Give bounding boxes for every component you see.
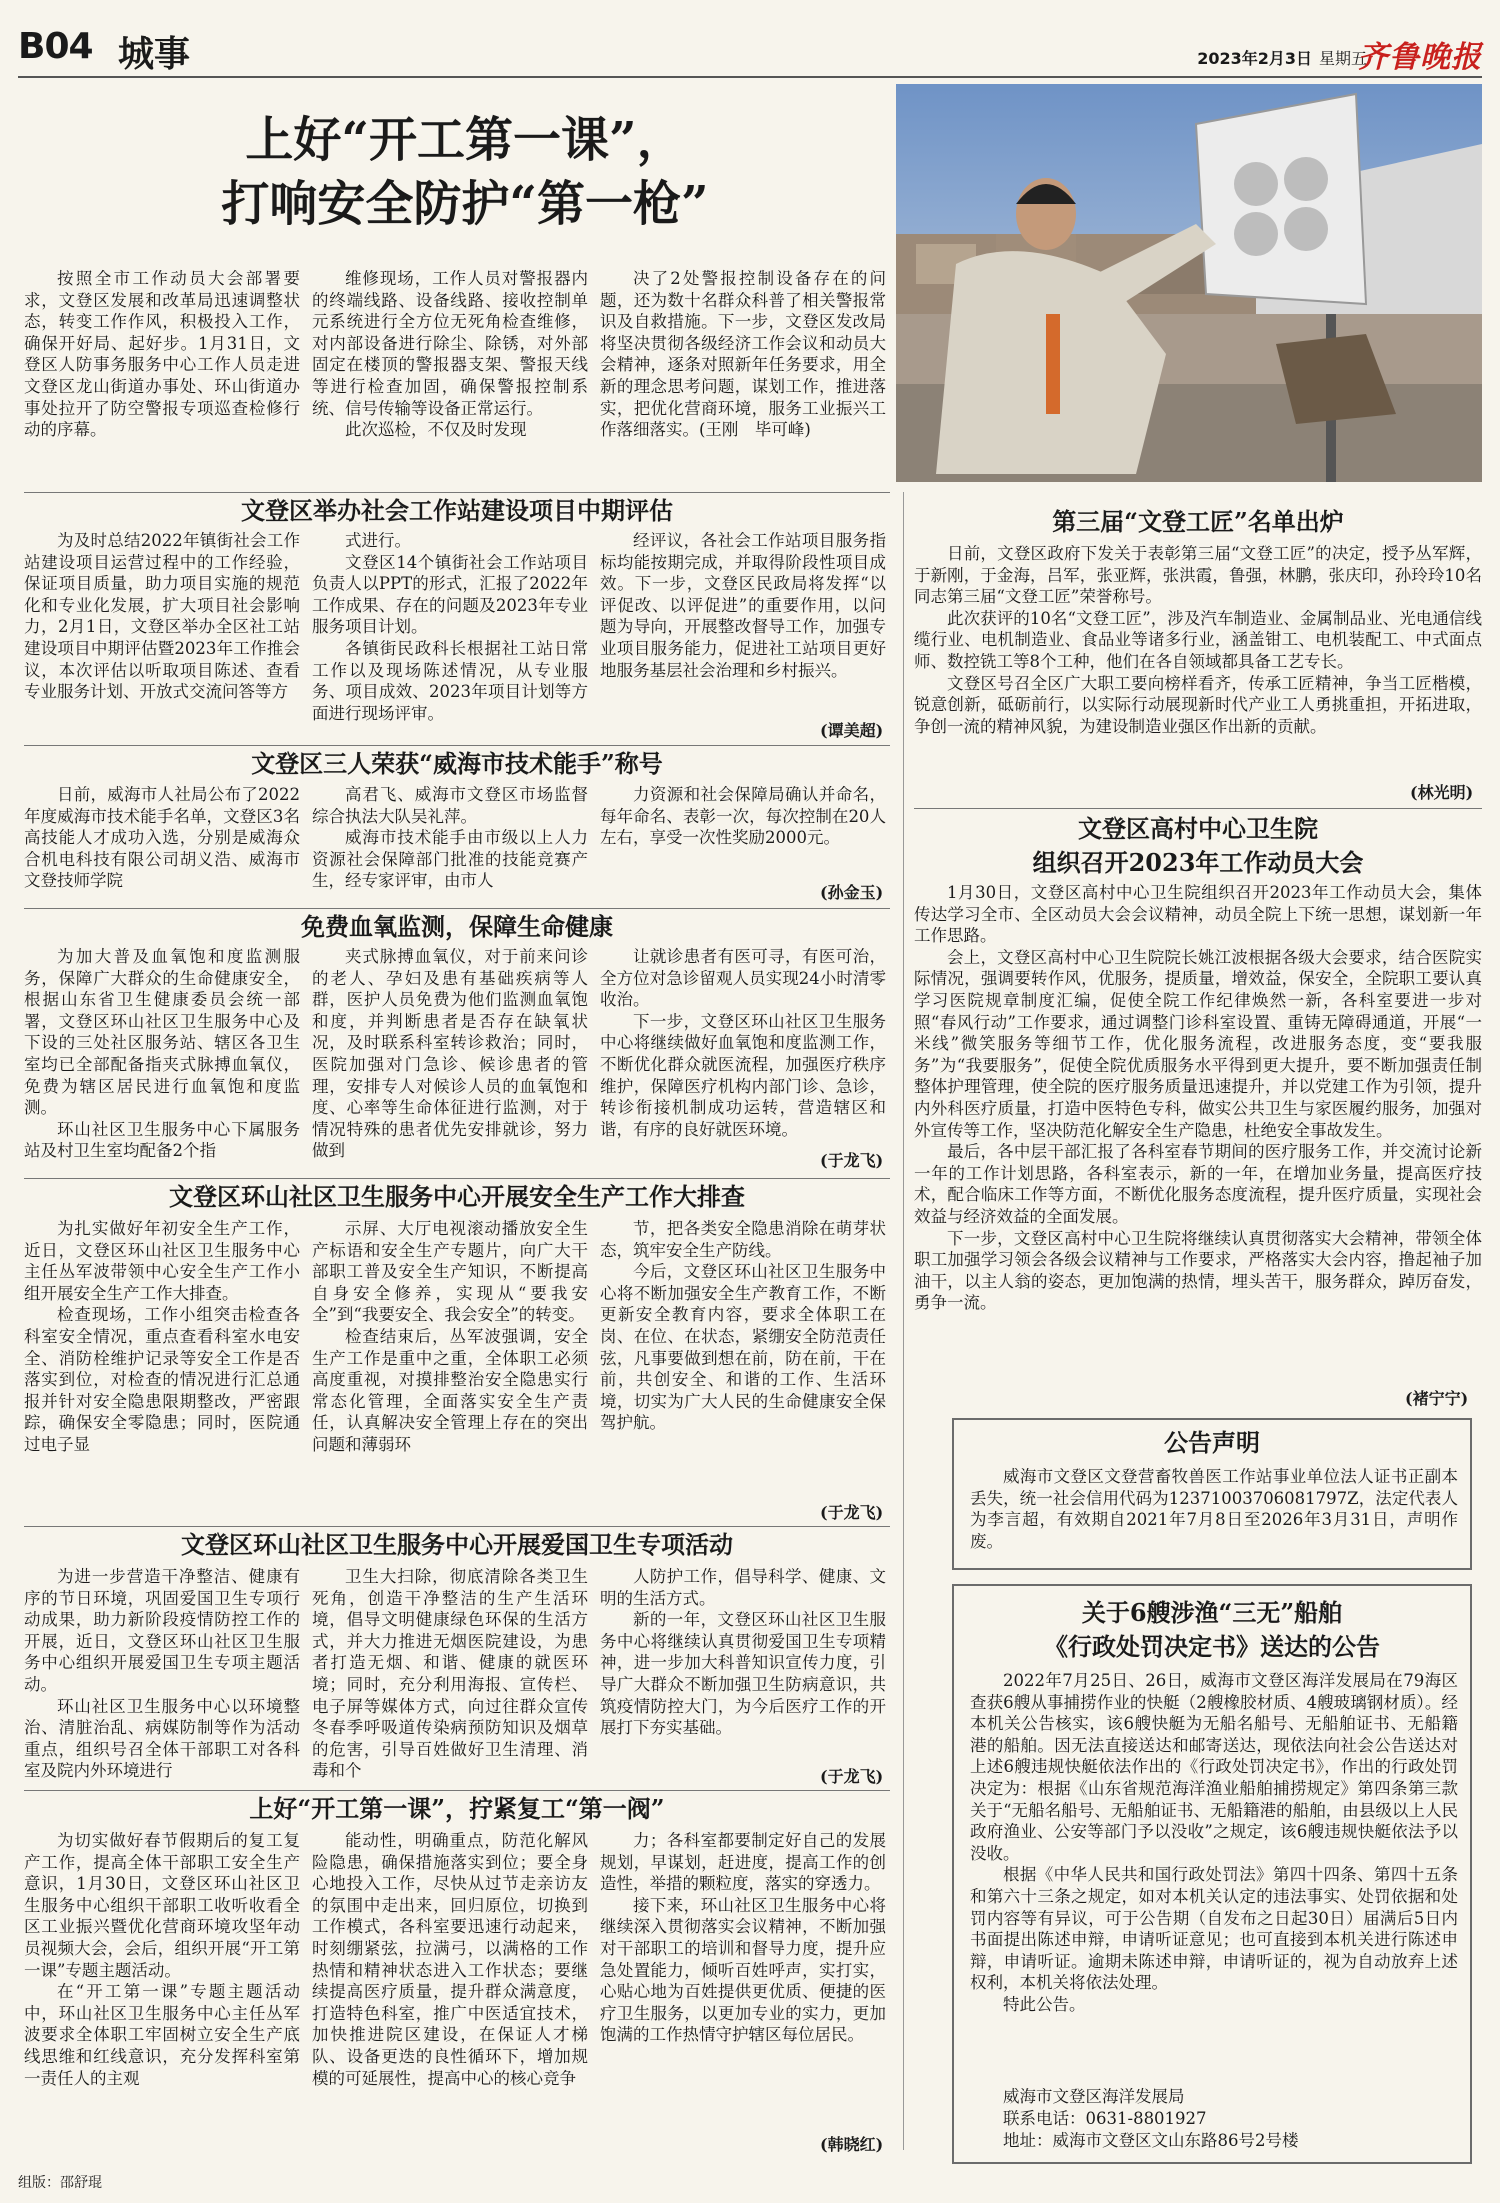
a5-col-3: 人防护工作，倡导科学、健康、文明的生活方式。 新的一年，文登区环山社区卫生服务中心将继续认真贯彻爱国卫生专项精神，进一步加大科普知识宣传力度，引导广大群众不断加强卫生防病意识，共筑疫情防控大门，为今后医疗工作的开展打下夯实基础。: [600, 1567, 886, 1738]
a3-col-2: 夹式脉搏血氧仪，对于前来问诊的老人、孕妇及患有基础疾病等人群，医护人员免费为他们监测血氧饱和度，并判断患者是否存在缺氧状况，及时联系科室转诊救治；同时，医院加强对门急诊、候诊患者的管理，安排专人对候诊人员的血氧饱和度、心率等生命体征进行监测，对于情况特殊的患者优先安排就诊，努力做到: [312, 947, 588, 1161]
a3-col-1: 为加大普及血氧饱和度监测服务，保障广大群众的生命健康安全，根据山东省卫生健康委员会统一部署，文登区环山社区卫生服务中心及下设的三处社区服务站、辖区各卫生室均已全部配备指夹式脉搏血氧仪，免费为辖区居民进行血氧饱和度监测。 环山社区卫生服务中心下属服务站及村卫生室均配备2个指: [24, 947, 300, 1161]
a6-col-3: 力；各科室都要制定好自己的发展规划，早谋划，赶进度，提高工作的创造性，举措的颗粒度，落实的穿透力。 接下来，环山社区卫生服务中心将继续深入贯彻落实会议精神，不断加强对干部职工的培训和督导力度，提升应急处置能力，倾听百姓呼声，实打实，心贴心地为百姓提供更优质、便捷的医疗卫生服务，以更加专业的实力，更加饱满的工作热情守护辖区每位居民。: [600, 1831, 886, 2045]
a1-headline: 文登区举办社会工作站建设项目中期评估: [241, 496, 673, 525]
a2-col-2: 高君飞、威海市文登区市场监督综合执法大队吴礼萍。 威海市技术能手由市级以上人力资源社会保障部门批准的技能竞赛产生，经专家评审，由市人: [312, 785, 588, 891]
paragraph: 文登区号召全区广大职工要向榜样看齐，传承工匠精神，争当工匠楷模，锐意创新，砥砺前行，以实际行动展现新时代产业工人勇挑重担，开拓进取，争创一流的精神风貌，为建设制造业强区作出新的贡献。: [914, 673, 1482, 736]
a6-headline: 上好“开工第一课”，拧紧复工“第一阀”: [249, 1794, 665, 1823]
paragraph: 此次巡检，不仅及时发现: [345, 420, 527, 440]
lead-photo: [896, 84, 1482, 482]
a2-col-3: 力资源和社会保障局确认并命名，每年命名、表彰一次，每次控制在20人左右，享受一次性奖励2000元。: [600, 785, 886, 848]
paragraph: 环山社区卫生服务中心下属服务站及村卫生室均配备2个指: [24, 1119, 300, 1161]
lead-col-2: 维修现场，工作人员对警报器内的终端线路、设备线路、接收控制单元系统进行全方位无死角检查维修，对内部设备进行除尘、除锈，对外部固定在楼顶的警报器支架、警报天线等进行检查加固，确保警报控制系统、信号传输等设备正常运行。 此次巡检，不仅及时发现: [312, 269, 588, 440]
a3-headline: 免费血氧监测，保障生命健康: [301, 912, 613, 941]
paragraph: 下一步，文登区高村中心卫生院将继续认真贯彻落实大会精神，带领全体职工加强学习领会各级会议精神与工作要求，严格落实大会内容，撸起袖子加油干，以主人翁的姿态，更加饱满的热情，埋头苦干，服务群众，踔厉奋发，勇争一流。: [914, 1228, 1482, 1313]
paragraph: 检查现场，工作小组突击检查各科室安全情况，重点查看科室水电安全、消防栓维护记录等安全工作是否落实到位，对检查的情况进行汇总通报并针对安全隐患限期整改，严密跟踪，确保安全零隐患；同时，医院通过电子显: [24, 1305, 300, 1454]
paragraph: 在“开工第一课”专题主题活动中，环山社区卫生服务中心主任丛军波要求全体职工牢固树立安全生产底线思维和红线意识，充分发挥科室第一责任人的主观: [24, 1982, 300, 2088]
a2-headline: 文登区三人荣获“威海市技术能手”称号: [251, 749, 663, 778]
issue-weekday: 星期五: [1318, 49, 1367, 68]
paragraph: 接下来，环山社区卫生服务中心将继续深入贯彻落实会议精神，不断加强对干部职工的培训和督导力度，提升应急处置能力，倾听百姓呼声，实打实，心贴心地为百姓提供更优质、便捷的医疗卫生服务，以更加专业的实力，更加饱满的工作热情守护辖区每位居民。: [600, 1895, 886, 2045]
paragraph: 今后，文登区环山社区卫生服务中心将不断加强安全生产教育工作，不断更新安全教育内容，要求全体职工在岗、在位、在状态，紧绷安全防范责任弦，凡事要做到想在前，防在前，干在前，共创安全、和谐的工作、生活环境，切实为广大人民的生命健康安全保驾护航。: [600, 1262, 886, 1433]
notice-penalty-title: [954, 1596, 1470, 1664]
notice-statement-box: [952, 1418, 1472, 1570]
a4-byline: (于龙飞): [820, 1503, 884, 1522]
notice-penalty-title-line2: 《行政处罚决定书》送达的公告: [1044, 1632, 1380, 1661]
lead-col-3: 决了2处警报控制设备存在的问题，还为数十名群众科普了相关警报常识及自救措施。下一步，文登区发改局将坚决贯彻各级经济工作会议和动员大会精神，逐条对照新年任务要求，用全新的理念思考问题，谋划工作，推进落实，把优化营商环境，服务工业振兴工作落细落实。(王刚 毕可峰): [600, 269, 886, 440]
a2-col-1: 日前，威海市人社局公布了2022年度威海市技术能手名单，文登区3名高技能人才成功入选，分别是威海众合机电科技有限公司胡义浩、威海市文登技师学院: [24, 785, 300, 891]
a1-col-2: 式进行。 文登区14个镇街社会工作站项目负责人以PPT的形式，汇报了2022年工作成果、存在的问题及2023年专业服务项目计划。 各镇街民政科长根据社工站日常工作以及现场陈述情况，从专业服务、项目成效、2023年项目计划等方面进行现场评审。: [312, 531, 588, 723]
a4-col-1: 为扎实做好年初安全生产工作，近日，文登区环山社区卫生服务中心主任丛军波带领中心安全生产工作小组开展安全生产工作大排查。 检查现场，工作小组突击检查各科室安全情况，重点查看科室水电安全、消防栓维护记录等安全工作是否落实到位，对检查的情况进行汇总通报并针对安全隐患限期整改，严密跟踪，确保安全零隐患；同时，医院通过电子显: [24, 1219, 300, 1454]
r1-body: 日前，文登区政府下发关于表彰第三届“文登工匠”的决定，授予丛军辉，于新刚，于金海，吕军，张亚辉，张洪霞，鲁强，林鹏，张庆印，孙玲玲10名同志第三届“文登工匠”荣誉称号。 此次获评的10名“文登工匠”，涉及汽车制造业、金属制品业、光电通信线缆行业、电机制造业、食品业等诸多行业，涵盖钳工、电机装配工、中式面点师、数控铣工等8个工种，他们在各自领域都具备工艺专长。 文登区号召全区广大职工要向榜样看齐，传承工匠精神，争当工匠楷模，锐意创新，砥砺前行，以实际行动展现新时代产业工人勇挑重担，开拓进取，争创一流的精神风貌，为建设制造业强区作出新的贡献。: [914, 544, 1482, 736]
r2-headline: [914, 812, 1482, 880]
a5-byline: (于龙飞): [820, 1767, 884, 1786]
r2-headline-line1: 文登区高村中心卫生院: [1078, 814, 1318, 843]
worker-inspecting-siren-image: [896, 84, 1482, 482]
a6-byline: (韩晓红): [820, 2135, 884, 2154]
r1-headline: 第三届“文登工匠”名单出炉: [1052, 507, 1344, 536]
a1-col-3: 经评议，各社会工作站项目服务指标均能按期完成，并取得阶段性项目成效。下一步，文登区民政局将发挥“以评促改、以评促进”的重要作用，以问题为导向，开展整改督导工作，加强专业项目服务能力，促进社工站项目更好地服务基层社会治理和乡村振兴。: [600, 531, 886, 680]
section-code: B04: [18, 26, 93, 67]
notice-penalty-title-line1: 关于6艘涉渔“三无”船舶: [1081, 1598, 1343, 1627]
notice-penalty-box: [952, 1584, 1472, 2164]
notice-penalty-phone: 联系电话：0631-8801927: [1003, 2109, 1207, 2128]
section-name: 城事: [118, 33, 191, 75]
a5-col-1: 为进一步营造干净整洁、健康有序的节日环境，巩固爱国卫生专项行动成果，助力新阶段疫情防控工作的开展，近日，文登区环山社区卫生服务中心组织开展爱国卫生专项主题活动。 环山社区卫生服务中心以环境整治、清脏治乱、病媒防制等作为活动重点，组织号召全体干部职工对各科室及院内外环境进行: [24, 1567, 300, 1781]
notice-statement-body: 威海市文登区文登营畜牧兽医工作站事业单位法人证书正副本丢失，统一社会信用代码为12371003706081797Z，法定代表人为李言超，有效期自2021年7月8日至2026年3月31日，声明作废。: [970, 1467, 1458, 1551]
lead-headline-line2: 打响安全防护“第一枪”: [221, 176, 709, 232]
paragraph: 根据《中华人民共和国行政处罚法》第四十四条、第四十五条和第六十三条之规定，如对本机关认定的违法事实、处罚依据和处罚内容等有异议，可于公告期（自发布之日起30日）届满后5日内书面提出陈述申辩，申请听证意见；也可直接到本机关进行陈述申辩，申请听证。逾期未陈述申辩，申请听证的，视为自动放弃上述权利，本机关将依法处理。: [970, 1865, 1458, 1993]
paragraph: 威海市技术能手由市级以上人力资源社会保障部门批准的技能竞赛产生，经专家评审，由市人: [312, 828, 588, 891]
lead-headline: [40, 108, 890, 236]
r2-headline-line2: 组织召开2023年工作动员大会: [1032, 848, 1364, 877]
paragraph: 新的一年，文登区环山社区卫生服务中心将继续认真贯彻爱国卫生专项精神，进一步加大科普知识宣传力度，引导广大群众不断加强卫生防病意识，共筑疫情防控大门，为今后医疗工作的开展打下夯实基础。: [600, 1610, 886, 1738]
notice-penalty-body: 2022年7月25日、26日，威海市文登区海洋发展局在79海区查获6艘从事捕捞作业的快艇（2艘橡胶材质、4艘玻璃钢材质）。经本机关公告核实，该6艘快艇为无船名船号、无船舶证书、无船籍港的船舶。因无法直接送达和邮寄送达，现依法向社会公告送达对上述6艘违规快艇依法作出的《行政处罚决定书》，作出的行政处罚决定为：根据《山东省规范海洋渔业船舶捕捞规定》第四条第三款关于“无船名船号、无船舶证书、无船籍港的船舶，由县级以上人民政府渔业、公安等部门予以没收”之规定，该6艘违规快艇依法予以没收。 根据《中华人民共和国行政处罚法》第四十四条、第四十五条和第六十三条之规定，如对本机关认定的违法事实、处罚依据和处罚内容等有异议，可于公告期（自发布之日起30日）届满后5日内书面提出陈述申辩，申请听证意见；也可直接到本机关进行陈述申辩，申请听证。逾期未陈述申辩，申请听证的，视为自动放弃上述权利，本机关将依法处理。 特此公告。: [970, 1671, 1458, 2014]
paragraph: 会上，文登区高村中心卫生院院长姚江波根据各级大会要求，结合医院实际情况，强调要转作风，优服务，提质量，增效益，保安全，全院职工要认真学习医院规章制度汇编，促使全院工作纪律焕然一新，各科室要进一步对照“春风行动”工作要求，通过调整门诊科室设置、重铸无障碍通道，开展“一米线”微笑服务等细节工作，优化服务流程，改进服务态度，变“要我服务”为“我要服务”，促使全院优质服务水平得到更大提升，要不断加强责任制整体护理管理，使全院的医疗服务质量迅速提升，并以党建工作为引领，提升内外科医疗质量，打造中医特色专科，做实公共卫生与家医履约服务，加强对外宣传等工作，坚决防范化解安全生产隐患，杜绝安全事故发生。: [914, 947, 1482, 1140]
paragraph: 下一步，文登区环山社区卫生服务中心将继续做好血氧饱和度监测工作，不断优化群众就医流程，加强医疗秩序维护，保障医疗机构内部门诊、急诊，转诊衔接机制成功运转，营造辖区和谐，有序的良好就医环境。: [600, 1011, 886, 1139]
a6-col-2: 能动性，明确重点，防范化解风险隐患，确保措施落实到位；要全身心地投入工作，尽快从过节走亲访友的氛围中走出来，回归原位，切换到工作模式，各科室要迅速行动起来，时刻绷紧弦，拉满弓，以满格的工作热情和精神状态进入工作状态；要继续提高医疗质量，提升群众满意度，打造特色科室，推广中医适宜技术，加快推进院区建设，在保证人才梯队、设备更迭的良性循环下，增加规模的可延展性，提高中心的核心竞争: [312, 1831, 588, 2088]
a6-col-1: 为切实做好春节假期后的复工复产工作，提高全体干部职工安全生产意识，1月30日，文登区环山社区卫生服务中心组织干部职工收听收看全区工业振兴暨优化营商环境攻坚年动员视频大会，会后，组织开展“开工第一课”专题主题活动。 在“开工第一课”专题主题活动中，环山社区卫生服务中心主任丛军波要求全体职工牢固树立安全生产底线思维和红线意识，充分发挥科室第一责任人的主观: [24, 1831, 300, 2088]
paragraph: 此次获评的10名“文登工匠”，涉及汽车制造业、金属制品业、光电通信线缆行业、电机制造业、食品业等诸多行业，涵盖钳工、电机装配工、中式面点师、数控铣工等8个工种，他们在各自领域都具备工艺专长。: [914, 608, 1482, 671]
a3-col-3: 让就诊患者有医可寻，有医可治，全方位对急诊留观人员实现24小时清零收治。 下一步，文登区环山社区卫生服务中心将继续做好血氧饱和度监测工作，不断优化群众就医流程，加强医疗秩序维护，保障医疗机构内部门诊、急诊，转诊衔接机制成功运转，营造辖区和谐，有序的良好就医环境。: [600, 947, 886, 1139]
a1-col-1: 为及时总结2022年镇街社会工作站建设项目运营过程中的工作经验，保证项目质量，助力项目实施的规范化和专业化发展，扩大项目社会影响力，2月1日，文登区举办全区社工站建设项目中期评估暨2023年工作推会议，本次评估以听取项目陈述、查看专业服务计划、开放式交流问答等方: [24, 531, 300, 702]
layout-editor-credit: 组版：邵舒琨: [18, 2175, 102, 2191]
lead-headline-line1: 上好“开工第一课”，: [245, 112, 685, 168]
newspaper-logo: 齐鲁晚报: [1358, 40, 1482, 75]
paragraph: 检查结束后，丛军波强调，安全生产工作是重中之重，全体职工必须高度重视，对摸排整治安全隐患实行常态化管理，全面落实安全生产责任，认真解决安全管理上存在的突出问题和薄弱环: [312, 1326, 588, 1454]
notice-penalty-signer: 威海市文登区海洋发展局: [1003, 2087, 1185, 2106]
a4-headline: 文登区环山社区卫生服务中心开展安全生产工作大排查: [169, 1182, 745, 1211]
a5-headline: 文登区环山社区卫生服务中心开展爱国卫生专项活动: [181, 1530, 733, 1559]
notice-penalty-address: 地址：威海市文登区文山东路86号2号楼: [1003, 2131, 1299, 2150]
notice-statement-title: 公告声明: [1164, 1428, 1260, 1457]
a4-col-2: 示屏、大厅电视滚动播放安全生产标语和安全生产专题片，向广大干部职工普及安全生产知识，不断提高自身安全修养，实现从“要我安全”到“我要安全、我会安全”的转变。 检查结束后，丛军波强调，安全生产工作是重中之重，全体职工必须高度重视，对摸排整治安全隐患实行常态化管理，全面落实安全生产责任，认真解决安全管理上存在的突出问题和薄弱环: [312, 1219, 588, 1454]
r2-body: 1月30日，文登区高村中心卫生院组织召开2023年工作动员大会，集体传达学习全市、全区动员大会会议精神，动员全院上下统一思想，谋划新一年工作思路。 会上，文登区高村中心卫生院院长姚江波根据各级大会要求，结合医院实际情况，强调要转作风，优服务，提质量，增效益，保安全，全院职工要认真学习医院规章制度汇编，促使全院工作纪律焕然一新，各科室要进一步对照“春风行动”工作要求，通过调整门诊科室设置、重铸无障碍通道，开展“一米线”微笑服务等细节工作，优化服务流程，改进服务态度，变“要我服务”为“我要服务”，促使全院优质服务水平得到更大提升，要不断加强责任制整体护理管理，使全院的医疗服务质量迅速提升，并以党建工作为引领，提升内外科医疗质量，打造中医特色专科，做实公共卫生与家医履约服务，加强对外宣传等工作，坚决防范化解安全生产隐患，杜绝安全事故发生。 最后，各中层干部汇报了各科室春节期间的医疗服务工作，并交流讨论新一年的工作计划思路，各科室表示，新的一年，在增加业务量，提高医疗技术，配合临床工作等方面，不断优化服务态度流程，提升医疗质量，实现社会效益与经济效益的全面发展。 下一步，文登区高村中心卫生院将继续认真贯彻落实大会精神，带领全体职工加强学习领会各级会议精神与工作要求，严格落实大会内容，撸起袖子加油干，以主人翁的姿态，更加饱满的热情，埋头苦干，服务群众，踔厉奋发，勇争一流。: [914, 883, 1482, 1313]
a1-byline: (谭美超): [820, 721, 884, 740]
r2-byline: (褚宁宁): [1405, 1389, 1469, 1408]
a5-col-2: 卫生大扫除，彻底清除各类卫生死角，创造干净整洁的生产生活环境，倡导文明健康绿色环保的生活方式，并大力推进无烟医院建设，为患者打造无烟、和谐、健康的就医环境；同时，充分利用海报、宣传栏、电子屏等媒体方式，向过往群众宣传冬春季呼吸道传染病预防知识及烟草的危害，引导百姓做好卫生清理、消毒和个: [312, 1567, 588, 1781]
paragraph: 特此公告。: [1003, 1994, 1086, 2014]
a2-byline: (孙金玉): [820, 883, 884, 902]
issue-date: 2023年2月3日: [1197, 49, 1312, 68]
r1-byline: (林光明): [1410, 783, 1474, 802]
paragraph: 最后，各中层干部汇报了各科室春节期间的医疗服务工作，并交流讨论新一年的工作计划思路，各科室表示，新的一年，在增加业务量，提高医疗技术，配合临床工作等方面，不断优化服务态度流程，提升医疗质量，实现社会效益与经济效益的全面发展。: [914, 1142, 1482, 1226]
paragraph: 各镇街民政科长根据社工站日常工作以及现场陈述情况，从专业服务、项目成效、2023年项目计划等方面进行现场评审。: [312, 638, 588, 723]
a3-byline: (于龙飞): [820, 1151, 884, 1170]
paragraph: 环山社区卫生服务中心以环境整治、清脏治乱、病媒防制等作为活动重点，组织号召全体干部职工对各科室及院内外环境进行: [24, 1696, 300, 1781]
a4-col-3: 节，把各类安全隐患消除在萌芽状态，筑牢安全生产防线。 今后，文登区环山社区卫生服务中心将不断加强安全生产教育工作，不断更新安全教育内容，要求全体职工在岗、在位、在状态，紧绷安全防范责任弦，凡事要做到想在前，防在前，干在前，共创安全、和谐的工作、生活环境，切实为广大人民的生命健康安全保驾护航。: [600, 1219, 886, 1433]
paragraph: 文登区14个镇街社会工作站项目负责人以PPT的形式，汇报了2022年工作成果、存在的问题及2023年专业服务项目计划。: [312, 552, 588, 637]
lead-col-1: 按照全市工作动员大会部署要求，文登区发展和改革局迅速调整状态，转变工作作风，积极投入工作，确保开好局、起好步。1月31日，文登区人防事务服务中心工作人员走进文登区龙山街道办事处、环山街道办事处拉开了防空警报专项巡查检修行动的序幕。: [24, 269, 300, 440]
masthead: [18, 20, 1482, 78]
